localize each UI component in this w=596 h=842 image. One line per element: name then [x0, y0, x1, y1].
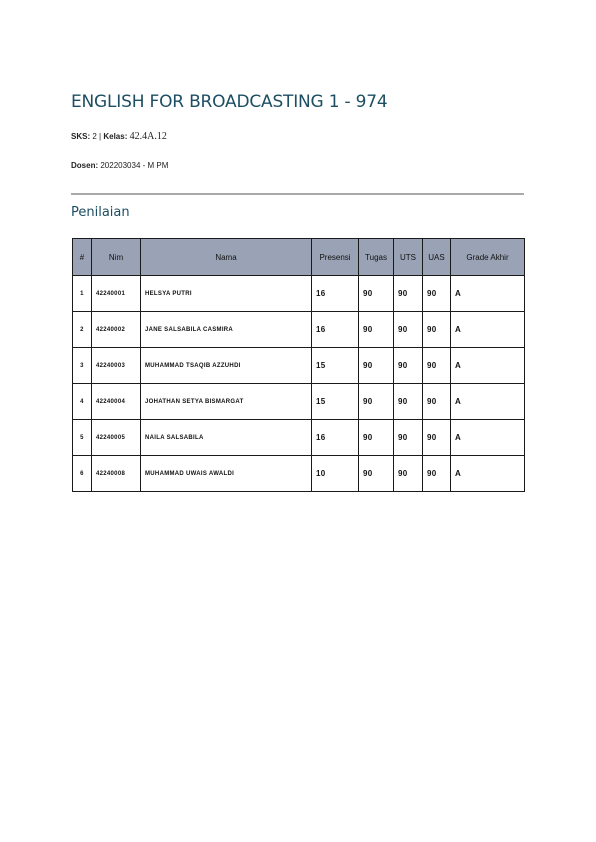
- kelas-label: Kelas:: [103, 132, 128, 141]
- cell-uts: 90: [394, 276, 423, 312]
- cell-tugas: 90: [359, 420, 394, 456]
- table-row: [73, 384, 525, 420]
- table-row: [73, 420, 525, 456]
- cell-uts: 90: [394, 348, 423, 384]
- cell-uas: 90: [423, 384, 451, 420]
- cell-nim: 42240003: [92, 348, 141, 384]
- cell-uas: 90: [423, 276, 451, 312]
- cell-nama: HELSYA PUTRI: [141, 276, 312, 312]
- cell-uas: 90: [423, 348, 451, 384]
- cell-tugas: 90: [359, 312, 394, 348]
- cell-number: 5: [73, 420, 92, 456]
- cell-tugas: 90: [359, 276, 394, 312]
- table-row: [73, 348, 525, 384]
- cell-nama: MUHAMMAD UWAIS AWALDI: [141, 456, 312, 492]
- cell-number: 6: [73, 456, 92, 492]
- cell-grade: A: [451, 384, 525, 420]
- column-header-uts: UTS: [394, 239, 423, 276]
- cell-presensi: 10: [312, 456, 359, 492]
- cell-tugas: 90: [359, 456, 394, 492]
- cell-uas: 90: [423, 420, 451, 456]
- table-row: [73, 276, 525, 312]
- cell-nama: JOHATHAN SETYA BISMARGAT: [141, 384, 312, 420]
- cell-uts: 90: [394, 456, 423, 492]
- lecturer-line: [71, 161, 168, 170]
- cell-uas: 90: [423, 312, 451, 348]
- cell-number: 4: [73, 384, 92, 420]
- cell-uts: 90: [394, 312, 423, 348]
- cell-presensi: 15: [312, 348, 359, 384]
- cell-grade: A: [451, 276, 525, 312]
- column-header-uas: UAS: [423, 239, 451, 276]
- cell-tugas: 90: [359, 348, 394, 384]
- cell-uts: 90: [394, 384, 423, 420]
- cell-presensi: 15: [312, 384, 359, 420]
- cell-nim: 42240008: [92, 456, 141, 492]
- cell-number: 3: [73, 348, 92, 384]
- cell-number: 1: [73, 276, 92, 312]
- dosen-value: 202203034 - M PM: [100, 161, 169, 170]
- sks-value: 2: [92, 132, 97, 141]
- cell-grade: A: [451, 348, 525, 384]
- cell-nama: JANE SALSABILA CASMIRA: [141, 312, 312, 348]
- divider-rule: [71, 193, 524, 195]
- sks-label: SKS:: [71, 132, 91, 141]
- cell-nim: 42240004: [92, 384, 141, 420]
- grades-table: [72, 238, 525, 492]
- cell-uas: 90: [423, 456, 451, 492]
- kelas-value: 42.4A.12: [129, 131, 167, 142]
- meta-separator: |: [99, 132, 102, 141]
- column-header-tugas: Tugas: [359, 239, 394, 276]
- cell-nim: 42240001: [92, 276, 141, 312]
- table-header: [73, 239, 525, 276]
- dosen-label: Dosen:: [71, 161, 99, 170]
- table-row: [73, 312, 525, 348]
- cell-nama: NAILA SALSABILA: [141, 420, 312, 456]
- column-header-presensi: Presensi: [312, 239, 359, 276]
- table-header-row: [73, 239, 525, 276]
- cell-grade: A: [451, 420, 525, 456]
- table-body: [73, 276, 525, 492]
- column-header-number: #: [73, 239, 92, 276]
- cell-tugas: 90: [359, 384, 394, 420]
- page-title: ENGLISH FOR BROADCASTING 1 - 974: [71, 92, 388, 112]
- column-header-grade-akhir: Grade Akhir: [451, 239, 525, 276]
- cell-nama: MUHAMMAD TSAQIB AZZUHDI: [141, 348, 312, 384]
- cell-grade: A: [451, 312, 525, 348]
- section-title: Penilaian: [71, 205, 130, 220]
- cell-presensi: 16: [312, 276, 359, 312]
- course-meta-line: [71, 131, 167, 142]
- cell-nim: 42240005: [92, 420, 141, 456]
- cell-uts: 90: [394, 420, 423, 456]
- cell-nim: 42240002: [92, 312, 141, 348]
- table-row: [73, 456, 525, 492]
- cell-presensi: 16: [312, 420, 359, 456]
- column-header-nama: Nama: [141, 239, 312, 276]
- column-header-nim: Nim: [92, 239, 141, 276]
- cell-presensi: 16: [312, 312, 359, 348]
- cell-number: 2: [73, 312, 92, 348]
- cell-grade: A: [451, 456, 525, 492]
